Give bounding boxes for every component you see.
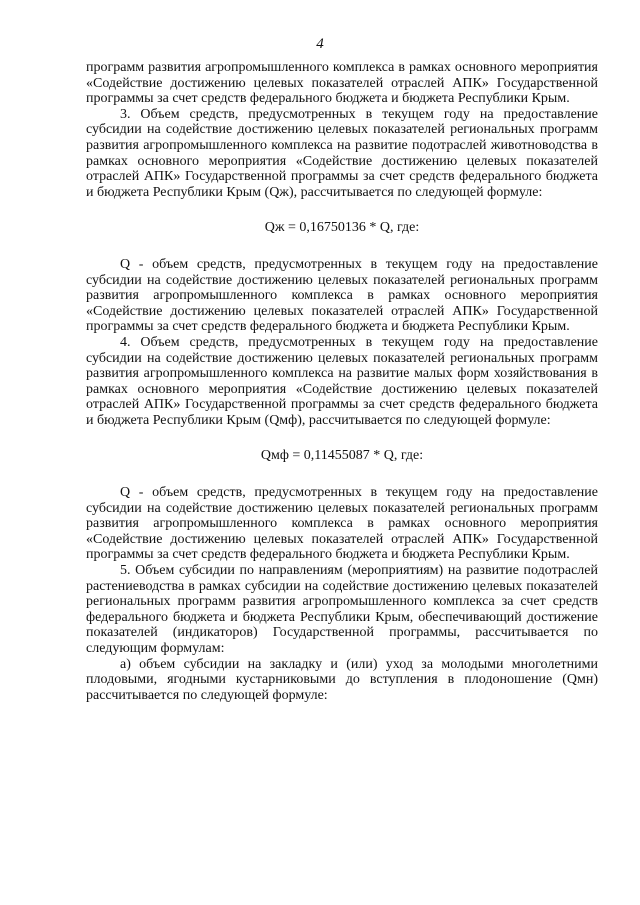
paragraph-continuation: программ развития агропромышленного комплекса в рамках основного мероприятия «Содействие достижению целевых показателей отраслей АПК» Государственной программы за счет средств федерального бюджета и бюджета Республики Крым.	[86, 60, 598, 107]
paragraph-item-4: 4. Объем средств, предусмотренных в текущем году на предоставление субсидии на содействие достижению целевых показателей региональных программ развития агропромышленного комплекса на развитие малых форм хозяйствования в рамках основного мероприятия «Содействие достижению целевых показателей отраслей АПК» Государственной программы за счет средств федерального бюджета и бюджета Республики Крым (Qмф), рассчитывается по следующей формуле:	[86, 334, 598, 428]
paragraph-q-definition-2: Q - объем средств, предусмотренных в текущем году на предоставление субсидии на содействие достижению целевых показателей региональных программ развития агропромышленного комплекса в рамках основного мероприятия «Содействие достижению целевых показателей отраслей АПК» Государственной программы за счет средств федерального бюджета и бюджета Республики Крым.	[86, 485, 598, 563]
paragraph-item-5: 5. Объем субсидии по направлениям (мероприятиям) на развитие подотраслей растениеводства в рамках субсидии на содействие достижению целевых показателей региональных программ развития агропромышленного комплекса за счет средств федерального бюджета и бюджета Республики Крым, обеспечивающий достижение показателей (индикаторов) Государственной программы, рассчитывается по следующим формулам:	[86, 563, 598, 656]
paragraph-q-definition-1: Q - объем средств, предусмотренных в текущем году на предоставление субсидии на содействие достижению целевых показателей региональных программ развития агропромышленного комплекса в рамках основного мероприятия «Содействие достижению целевых показателей отраслей АПК» Государственной программы за счет средств федерального бюджета и бюджета Республики Крым.	[86, 256, 598, 335]
formula-q-zh: Qж = 0,16750136 * Q, где:	[264, 220, 420, 236]
page-number: 4	[316, 36, 324, 52]
formula-q-mf: Qмф = 0,11455087 * Q, где:	[260, 448, 424, 464]
document-body	[86, 60, 598, 703]
paragraph-item-5a: а) объем субсидии на закладку и (или) уход за молодыми многолетними плодовыми, ягодными кустарниковыми до вступления в плодоношение (Qмн) рассчитывается по следующей формуле:	[86, 656, 598, 703]
paragraph-item-3: 3. Объем средств, предусмотренных в текущем году на предоставление субсидии на содействие достижению целевых показателей региональных программ развития агропромышленного комплекса на развитие подотраслей животноводства в рамках основного мероприятия «Содействие достижению целевых показателей отраслей АПК» Государственной программы за счет средств федерального бюджета и бюджета Республики Крым (Qж), рассчитывается по следующей формуле:	[86, 106, 598, 200]
